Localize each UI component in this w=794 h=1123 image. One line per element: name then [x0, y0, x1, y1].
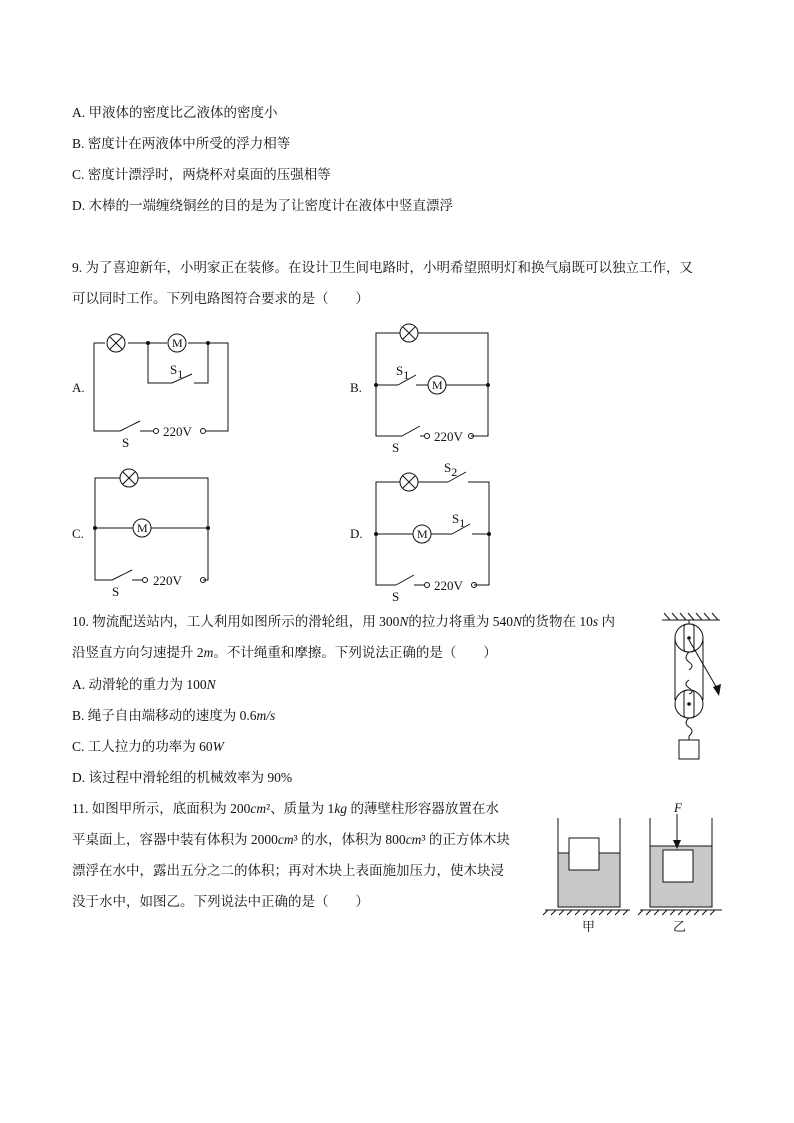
lamp-icon	[400, 324, 418, 342]
terminal-icon	[201, 429, 206, 434]
switch-s2-label: S2	[444, 460, 458, 479]
q8-option-d: D. 木棒的一端缠绕铜丝的目的是为了让密度计在液体中竖直漂浮	[72, 198, 453, 213]
q8-option-b: B. 密度计在两液体中所受的浮力相等	[72, 136, 291, 151]
q10-stem-line1: 10. 物流配送站内，工人利用如图所示的滑轮组，用 300N的拉力将重为 540N的货物在 10s 内	[72, 614, 616, 629]
switch-s1-icon	[398, 375, 416, 385]
label-jia: 甲	[582, 919, 596, 934]
q10-option-c: C. 工人拉力的功率为 60W	[72, 739, 224, 754]
switch-s1-label: S1	[170, 362, 184, 381]
q11-stem-line4: 没于水中，如图乙。下列说法中正确的是（ ）	[72, 894, 369, 909]
motor-icon	[133, 519, 151, 537]
switch-s1-label: S1	[452, 511, 466, 530]
switch-s2-icon	[448, 472, 466, 482]
container-yi	[638, 800, 722, 934]
svg-text:M: M	[432, 378, 443, 392]
movable-pulley-icon	[675, 690, 703, 718]
q11-stem-line1: 11. 如图甲所示，底面积为 200cm²、质量为 1kg 的薄壁柱形容器放置在水	[72, 801, 499, 816]
voltage-label: 220V	[153, 573, 182, 588]
force-arrow-icon	[673, 840, 681, 849]
voltage-label: 220V	[434, 578, 463, 593]
circuit-a-option-label: A.	[72, 380, 85, 395]
switch-s-icon	[120, 421, 140, 431]
switch-s-icon	[112, 570, 132, 580]
lamp-icon	[107, 334, 125, 352]
circuit-d-option-label: D.	[350, 526, 363, 541]
svg-text:M: M	[417, 527, 428, 541]
lamp-icon	[400, 473, 418, 491]
label-yi: 乙	[673, 919, 687, 934]
circuit-b-option-label: B.	[350, 380, 362, 395]
hook-icon	[686, 680, 692, 694]
terminal-icon	[201, 578, 206, 583]
switch-s-icon	[396, 575, 414, 585]
motor-icon	[413, 525, 431, 543]
q8-option-a: A. 甲液体的密度比乙液体的密度小	[72, 105, 278, 120]
motor-icon	[428, 376, 446, 394]
fixed-pulley-icon	[675, 624, 703, 652]
container-jia	[543, 818, 630, 934]
switch-s1-icon	[172, 374, 192, 383]
switch-s-label: S	[392, 589, 400, 604]
terminal-icon	[154, 429, 159, 434]
q10-stem-line2: 沿竖直方向匀速提升 2m。不计绳重和摩擦。下列说法正确的是（ ）	[72, 645, 497, 660]
switch-s1-icon	[452, 524, 470, 534]
cargo-box-icon	[679, 740, 699, 759]
q10-option-b: B. 绳子自由端移动的速度为 0.6m/s	[72, 708, 276, 723]
q10-option-d: D. 该过程中滑轮组的机械效率为 90%	[72, 770, 293, 785]
switch-s-label: S	[112, 584, 120, 599]
switch-s1-label: S1	[396, 363, 410, 382]
q9-stem-line2: 可以同时工作。下列电路图符合要求的是（ ）	[72, 291, 369, 306]
voltage-label: 220V	[163, 424, 192, 439]
switch-s-label: S	[122, 435, 130, 450]
q8-option-c: C. 密度计漂浮时，两烧杯对桌面的压强相等	[72, 167, 331, 182]
terminal-icon	[143, 578, 148, 583]
switch-s-icon	[402, 426, 420, 436]
svg-text:M: M	[137, 521, 148, 535]
voltage-label: 220V	[434, 429, 463, 444]
circuit-c-option-label: C.	[72, 526, 84, 541]
svg-text:M: M	[172, 336, 183, 350]
terminal-icon	[469, 434, 474, 439]
terminal-icon	[472, 583, 477, 588]
wood-block-icon	[663, 850, 693, 882]
q10-option-a: A. 动滑轮的重力为 100N	[72, 677, 216, 692]
q11-stem-line3: 漂浮在水中，露出五分之二的体积；再对木块上表面施加压力，使木块浸	[72, 863, 504, 878]
motor-icon	[168, 334, 186, 352]
terminal-icon	[425, 434, 430, 439]
force-label: F	[674, 800, 682, 815]
q11-stem-line2: 平桌面上，容器中装有体积为 2000cm³ 的水，体积为 800cm³ 的正方体木块	[72, 832, 510, 847]
switch-s-label: S	[392, 440, 400, 455]
wood-block-icon	[569, 838, 599, 870]
hook-icon	[686, 652, 692, 670]
terminal-icon	[425, 583, 430, 588]
lamp-icon	[120, 469, 138, 487]
q9-stem-line1: 9. 为了喜迎新年，小明家正在装修。在设计卫生间电路时，小明希望照明灯和换气扇既可以独立工作，又	[72, 260, 693, 275]
